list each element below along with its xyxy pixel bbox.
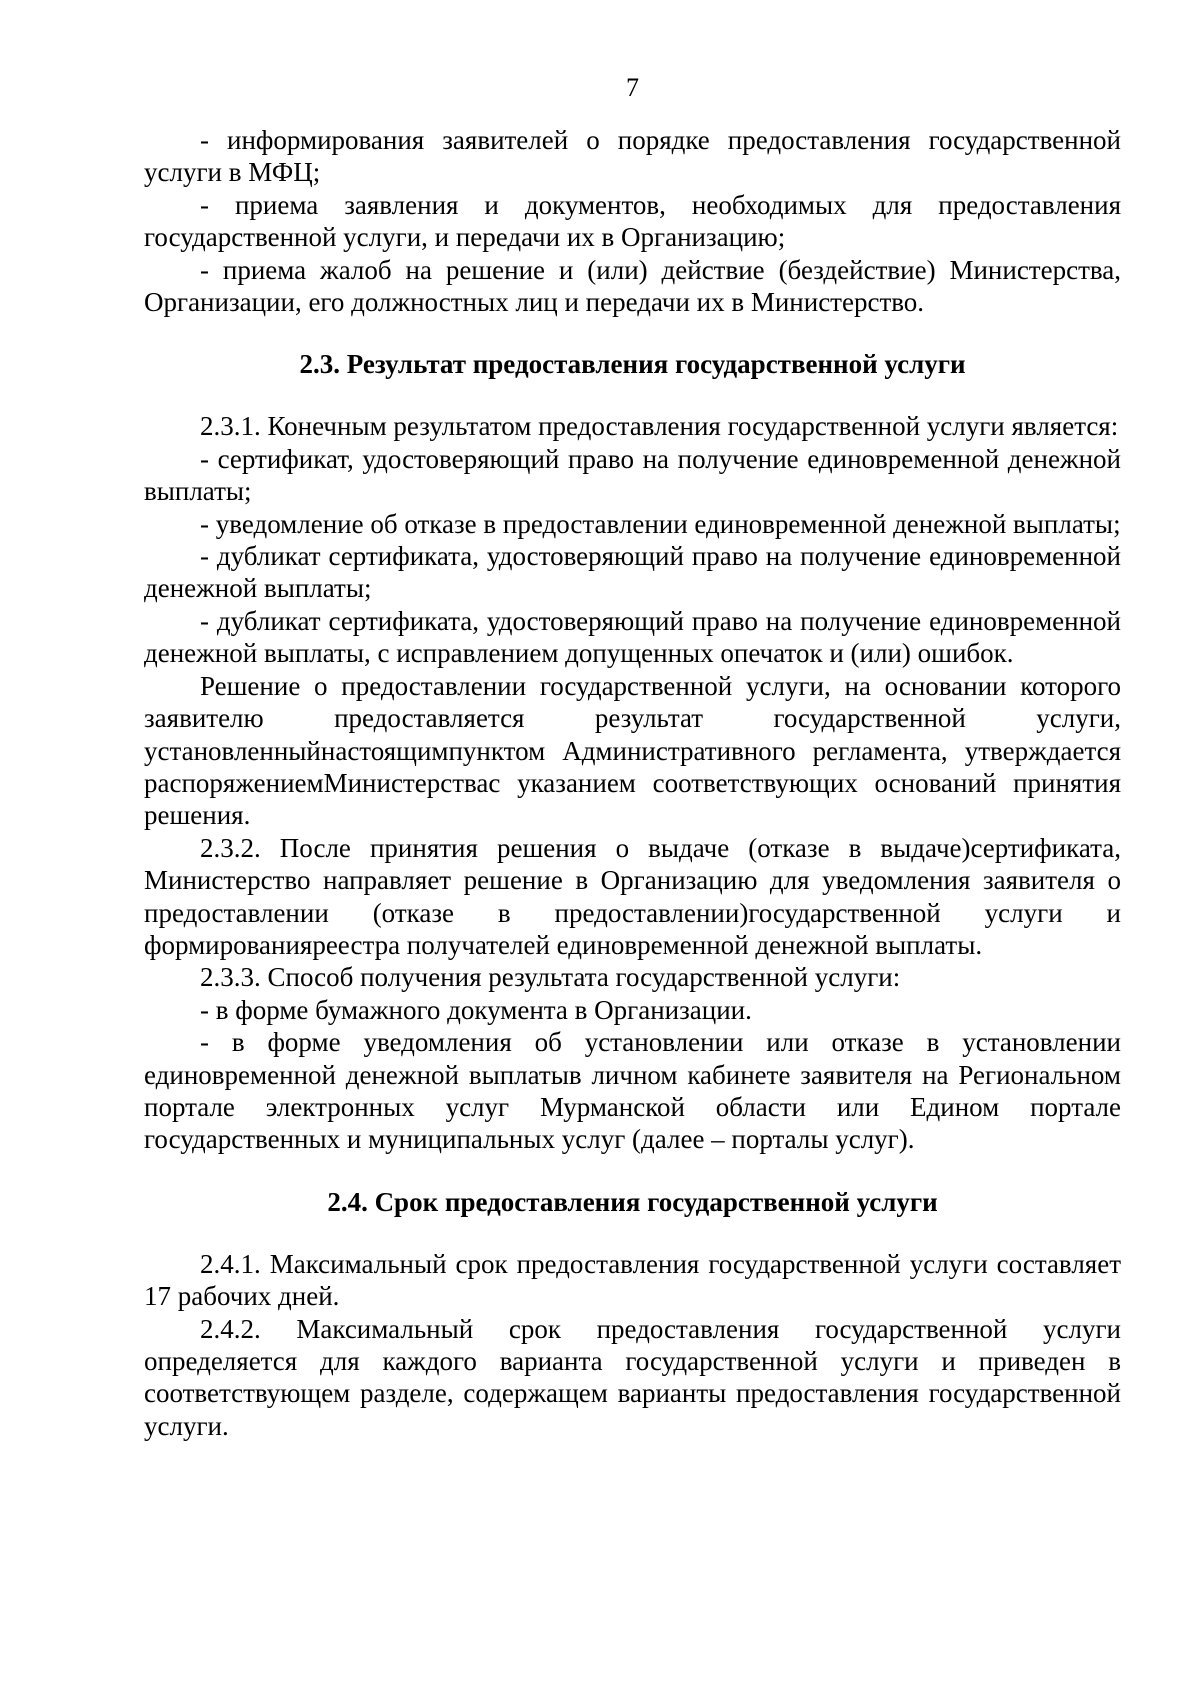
intro-paragraph-1: - информирования заявителей о порядке предоставления государственной услуги в МФЦ; <box>144 125 1121 188</box>
list-item-duplicate: - дубликат сертификата, удостоверяющий право на получение единовременной денежной выплаты; <box>144 541 1121 604</box>
intro-paragraph-3: - приема жалоб на решение и (или) действие (бездействие) Министерства, Организации, его должностных лиц и передачи их в Министерство. <box>144 254 1121 318</box>
list-item-paper-form: - в форме бумажного документа в Организации. <box>200 994 752 1025</box>
paragraph-2-3-3: 2.3.3. Способ получения результата государственной услуги: <box>200 962 901 993</box>
section-heading-2-3: 2.3. Результат предоставления государственной услуги <box>299 349 966 380</box>
paragraph-2-3-1: 2.3.1. Конечным результатом предоставления государственной услуги является: <box>200 411 1119 442</box>
document-body <box>144 124 1121 1442</box>
section-heading-2-4: 2.4. Срок предоставления государственной услуги <box>327 1186 938 1217</box>
list-item-refusal-notice: - уведомление об отказе в предоставлении единовременной денежной выплаты; <box>200 508 1121 539</box>
list-item-certificate: - сертификат, удостоверяющий право на получение единовременной денежной выплаты; <box>144 443 1121 507</box>
intro-paragraph-2: - приема заявления и документов, необходимых для предоставления государственной услуги, и передачи их в Организацию; <box>144 189 1121 253</box>
page-number: 7 <box>626 73 639 102</box>
paragraph-2-4-2: 2.4.2. Максимальный срок предоставления государственной услуги определяется для каждого варианта государственной услуги и приведен в соответствующем разделе, содержащем варианты предоставления государственной услуги. <box>144 1313 1121 1441</box>
list-item-electronic-form: - в форме уведомления об установлении или отказе в установлении единовременной денежной выплатыв личном кабинете заявителя на Региональном портале электронных услуг Мурманской области или Едином портале государственных и муниципальных услуг (далее – порталы услуг). <box>144 1027 1121 1155</box>
paragraph-2-3-2: 2.3.2. После принятия решения о выдаче (отказе в выдаче)сертификата, Министерство направляет решение в Организацию для уведомления заявителя о предоставлении (отказе в предоставлении)государственной услуги и формированияреестра получателей единовременной денежной выплаты. <box>144 832 1121 960</box>
list-item-duplicate-corrected: - дубликат сертификата, удостоверяющий право на получение единовременной денежной выплаты, с исправлением допущенных опечаток и (или) ошибок. <box>144 605 1121 669</box>
paragraph-decision: Решение о предоставлении государственной услуги, на основании которого заявителю предоставляется результат государственной услуги, установленныйнастоящимпунктом Административного регламента, утверждается распоряжениемМинистерствас указанием соответствующих оснований принятия решения. <box>144 670 1121 831</box>
paragraph-2-4-1: 2.4.1. Максимальный срок предоставления государственной услуги составляет 17 рабочих дней. <box>144 1248 1121 1312</box>
